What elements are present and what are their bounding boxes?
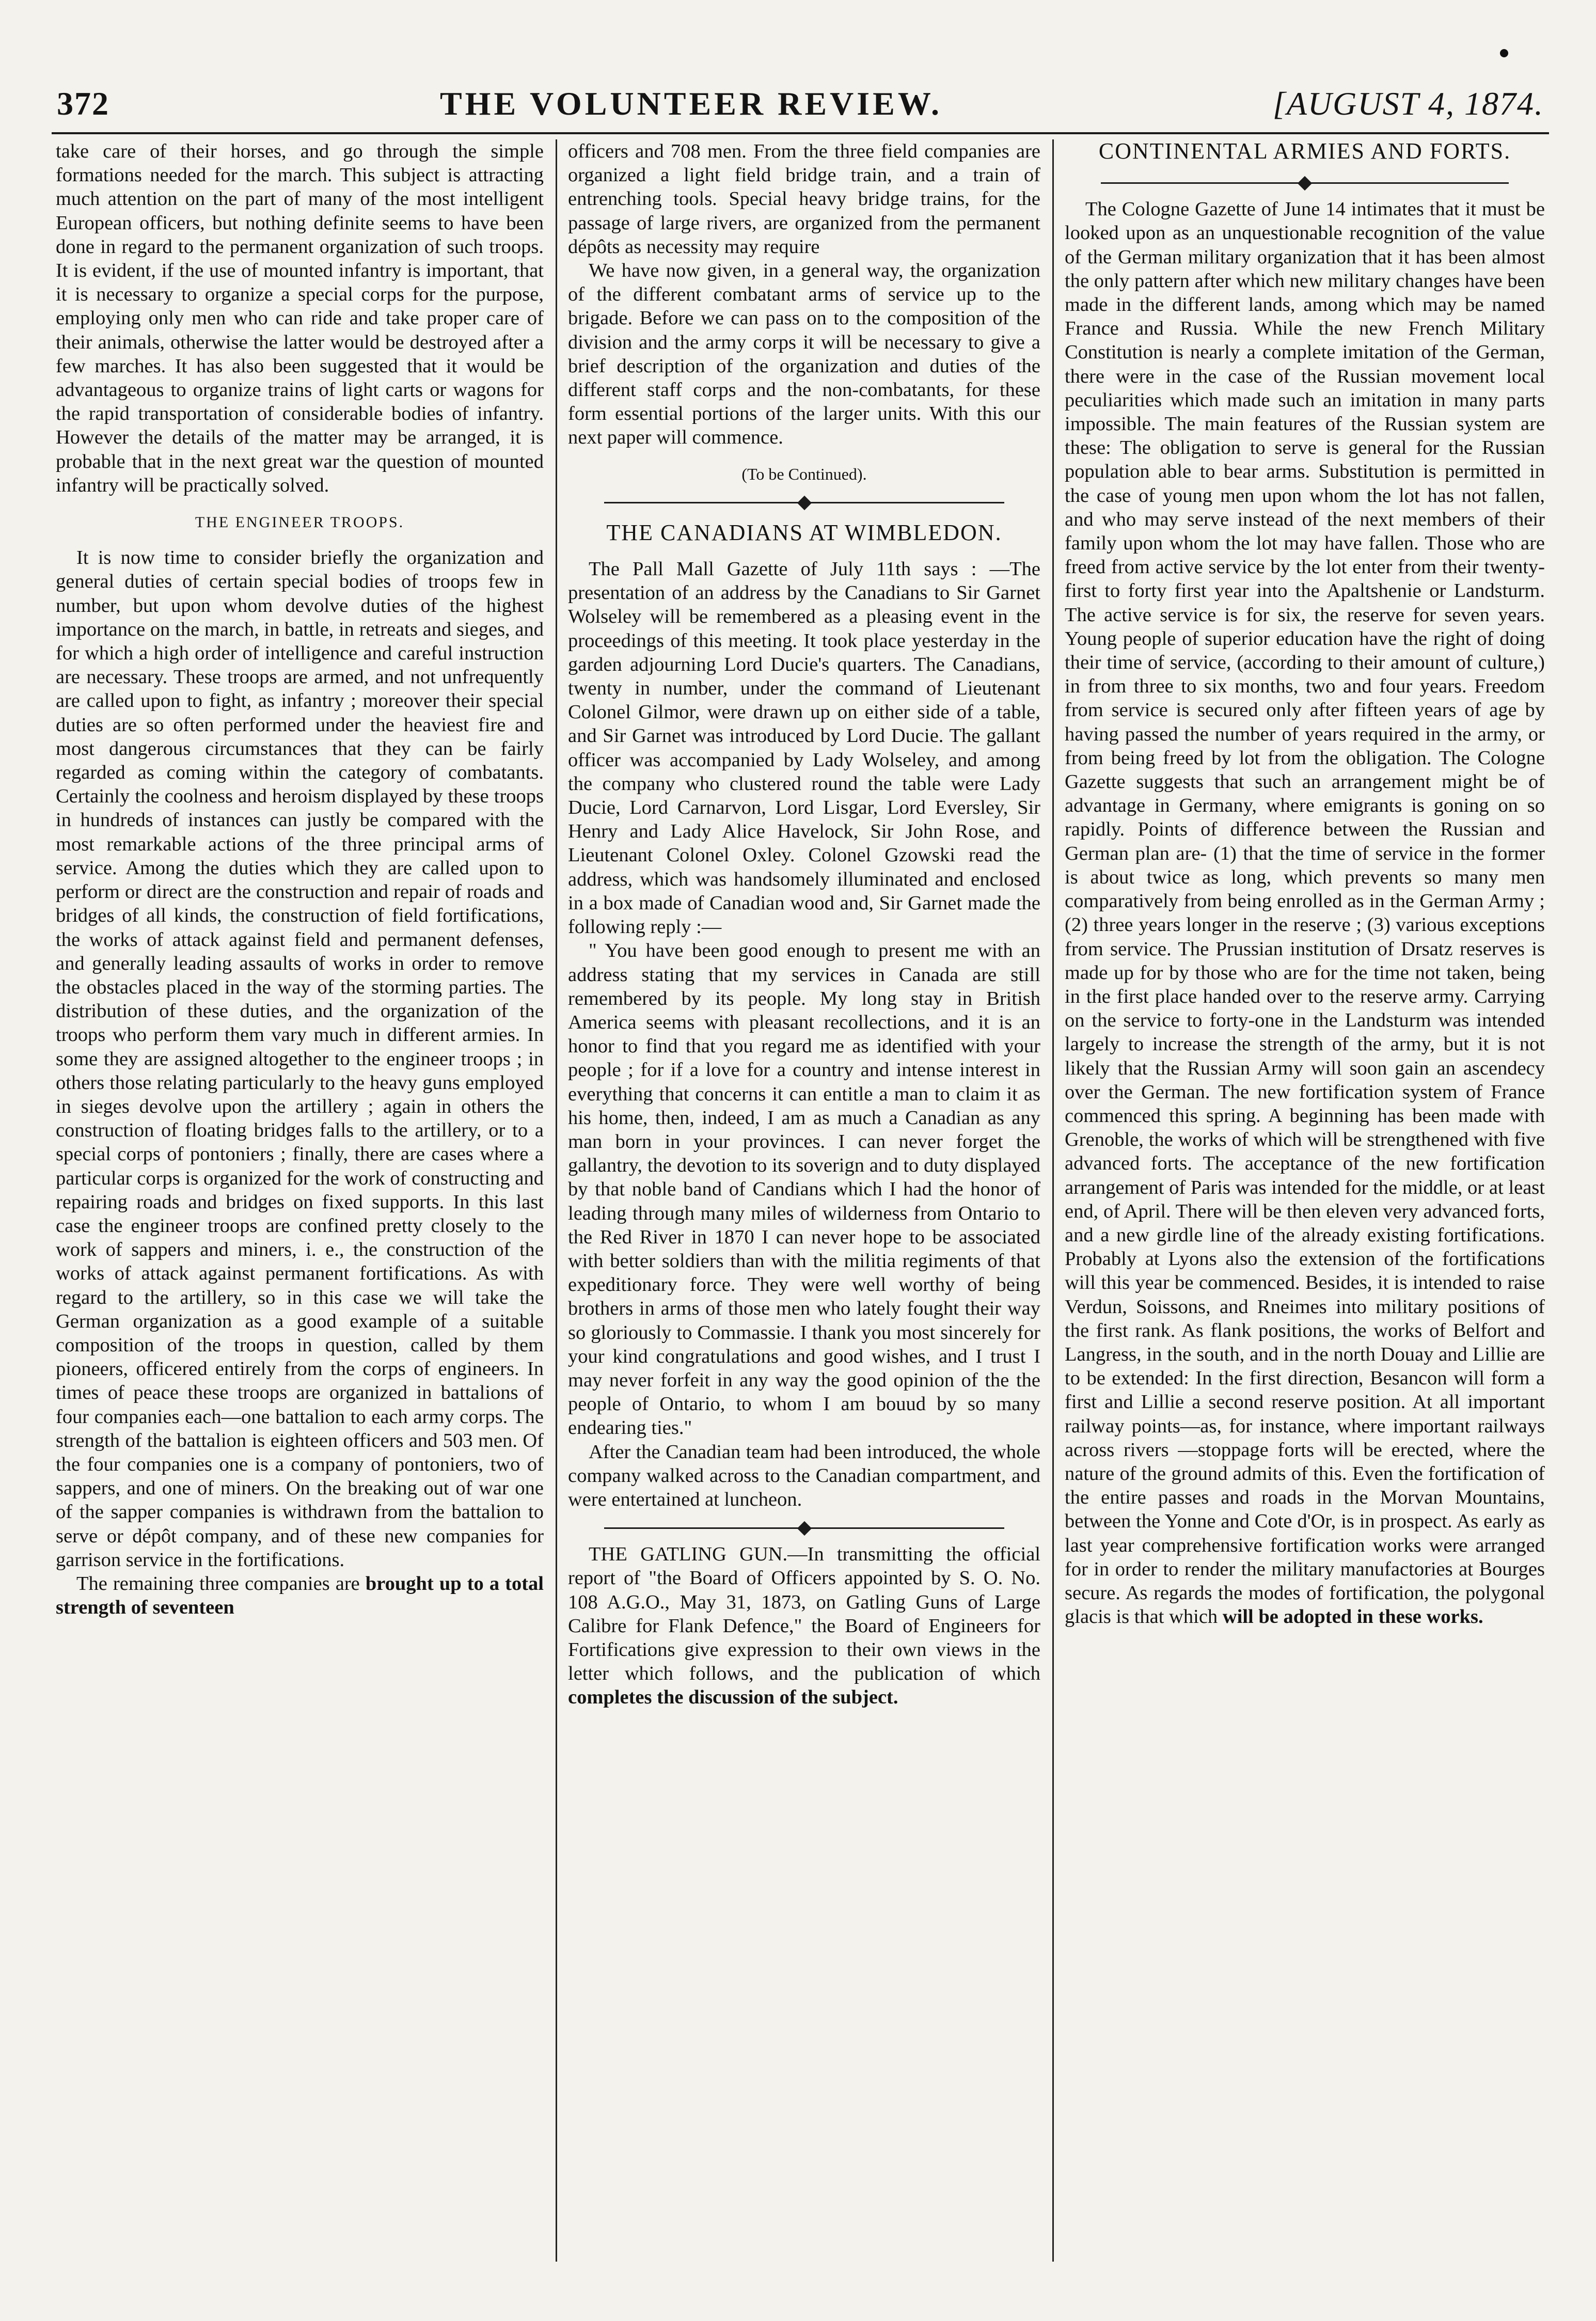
column-rule (1052, 139, 1054, 2262)
paragraph: After the Canadian team had been introduced, the whole company walked across to the Canadian compartment, and were entertained at luncheon. (568, 1441, 1040, 1510)
section-divider (1101, 176, 1509, 191)
newspaper-page (52, 77, 1549, 2267)
paragraph: officers and 708 men. From the three field companies are organized a light field bridge train, and a train of entrenching tools. Special heavy bridge trains, for the passage of large rivers, are organized from the permanent dépôts as necessity may require (568, 140, 1040, 258)
article-headline: THE CANADIANS AT WIMBLEDON. (606, 519, 1002, 545)
continued-note: (To be Continued). (741, 464, 867, 483)
column-rule (556, 139, 557, 2262)
section-divider (604, 1521, 1004, 1536)
paragraph-bold-tail: brought up to a total strength of seventeen (56, 1572, 544, 1619)
page-number: 372 (57, 85, 109, 122)
paragraph: The Pall Mall Gazette of July 11th says : —The presentation of an address by the Canadians to Sir Garnet Wolseley will be remembered as a pleasing event in the proceedings of this meeting. It took place yesterday in the garden adjourning Lord Ducie's quarters. The Canadians, twenty in number, under the command of Lieutenant Colonel Gilmor, were drawn up on either side of a table, and Sir Garnet was introduced by Lord Ducie. The gallant officer was accompanied by Lady Wolseley, and among the company who clustered round the table were Lady Ducie, Lord Carnarvon, Lord Lisgar, Lord Eversley, Sir Henry and Lady Alice Havelock, Sir John Rose, and Lieutenant Colonel Oxley. Colonel Gzowski read the address, which was handsomely illuminated and enclosed in a box made of Canadian wood and, Sir Garnet made the following reply :— (568, 558, 1040, 938)
ink-dot (1500, 49, 1508, 57)
column-1 (56, 139, 544, 2262)
column-2 (568, 139, 1040, 2262)
paragraph-bold-tail: completes the discussion of the subject. (568, 1686, 898, 1709)
issue-date: [AUGUST 4, 1874. (1272, 85, 1544, 122)
paragraph (56, 1572, 544, 1619)
paragraph-text: The Cologne Gazette of June 14 intimates that it must be looked upon as an unquestionable recognition of the value of the German military organization that it has been almost the only pattern after which new military changes have been made in the different lands, among which may be named France and Russia. While the new French Military Constitution is nearly a complete imitation of the German, there were in the case of the Russian movement local peculiarities which made such an imitation in many parts impossible. The main features of the Russian system are these: The obligation to serve is general for the Russian population able to bear arms. Substitution is permitted in the case of young men upon whom the lot has not fallen, and who may serve instead of the next members of their family upon whom the lot may have fallen. Those who are freed from active service by the lot enter from their twenty-first to forty first year into the Apaltshenie or Landsturm. The active service is for six, the reserve for seven years. Young people of superior education have the right of doing their time of service, (according to their amount of culture,) in from three to six months, two and four years. Freedom from service is secured only after fifteen years of age by having passed the number of years required in the army, or from being freed by lot from the obligation. The Cologne Gazette suggests that such an arrangement might be of advantage in Germany, where emigrants is goning on so rapidly. Points of difference between the Russian and German plan are- (1) that the time of service in the former is about twice as long, which prevents so many men comparatively from being enrolled as in the German Army ; (2) three years longer in the reserve ; (3) various exceptions from service. The Prussian institution of Drsatz reserves is made up for by those who are for the time not taken, being in the first place handed over to the reserve army. Carrying on the service to forty-one in the Landsturm was intended largely to increase the strength of the army, but it is not likely that the Russian Army will soon gain an ascendecy over the German. The new fortification system of France commenced this spring. A beginning has been made with Grenoble, the works of which will be strengthened with five advanced forts. The acceptance of the new fortification arrangement of Paris was intended for the middle, or at least end, of April. There will be then eleven very advanced forts, and a new girdle line of the already existing fortifications. Probably at Lyons also the extension of the fortifications will this year be commenced. Besides, it is intended to raise Verdun, Soissons, and Rneimes into military positions of the first rank. As flank positions, the works of Belfort and Langress, in the south, and in the north Douay and Lillie are to be extended: In the first direction, Besancon will form a first and Lillie a second reserve position. At all important railway points—as, for instance, where important railways across rivers —stoppage forts will be erected, where the nature of the ground admits of this. Even the fortification of the entire passes and roads in the Morvan Mountains, between the Yonne and Cote d'Or, is in prospect. As early as last year comprehensive fortification works were arranged for in order to render the military manufactories at Bourges secure. As regards the modes of fortification, the polygonal glacis is that which (1065, 198, 1545, 1628)
column-3 (1065, 139, 1545, 2262)
article-columns (52, 139, 1549, 2267)
paragraph-lead: THE GATLING GUN. (589, 1543, 788, 1566)
paragraph: It is now time to consider briefly the organization and general duties of certain special bodies of troops few in number, but upon whom devolve duties of the highest importance on the march, in battle, in retreats and sieges, and for which a high order of intelligence and careful instruction are necessary. These troops are armed, and not unfrequently are called upon to fight, as infantry ; moreover their special duties are so often performed under the heaviest fire and most dangerous circumstances that they can be fairly regarded as coming within the category of combatants. Certainly the coolness and heroism displayed by these troops in hundreds of instances can justly be compared with the most remarkable actions of the three principal arms of service. Among the duties which they are called upon to perform or direct are the construction and repair of roads and bridges of all kinds, the construction of field fortifications, the works of attack against field and permanent defenses, and generally leading assaults of works in order to remove the obstacles placed in the way of the storming parties. The distribution of these duties, and the organization of the troops who perform them vary much in different armies. In some they are assigned altogether to the engineer troops ; in others those relating particularly to the heavy guns employed in sieges devolve upon the artillery ; again in others the construction of floating bridges falls to the artillery, or to a special corps of pontoniers ; finally, there are cases where a particular corps is organized for the work of constructing and repairing roads and bridges on fixed supports. In this last case the engineer troops are confined pretty closely to the work of sappers and miners, i. e., the construction of the works of attack against permanent fortifications. As with regard to the artillery, so in this case we will take the German organization as a good example of a suitable composition of the troops in question, called by them pioneers, officered entirely from the corps of engineers. In times of peace these troops are organized in battalions of four companies each—one battalion to each army corps. The strength of the battalion is eighteen officers and 503 men. Of the four companies one is a company of pontoniers, two of sappers, and one of miners. On the breaking out of war one of the sapper companies is withdrawn from the battalion to serve or dépôt company, and of these new companies for garrison service in the fortifications. (56, 547, 544, 1571)
masthead-title: THE VOLUNTEER REVIEW. (439, 85, 942, 122)
article-headline: CONTINENTAL ARMIES AND FORTS. (1098, 139, 1511, 164)
paragraph: take care of their horses, and go through the simple formations needed for the march. This subject is attracting much attention on the part of many of the most intelligent European officers, but nothing definite seems to have been done in regard to the permanent organization of such troops. It is evident, if the use of mounted infantry is important, that it is necessary to organize a special corps for the purpose, employing only men who can ride and take proper care of their animals, otherwise the latter would be destroyed after a few marches. It has also been suggested that it would be advantageous to organize trains of light carts or wagons for the rapid transportation of considerable bodies of infantry. However the details of the matter may be arranged, it is probable that in the next great war the question of mounted infantry will be practically solved. (56, 140, 544, 496)
section-divider (604, 495, 1004, 511)
paragraph (568, 1542, 1040, 1709)
paragraph-text: —In transmitting the official report of "the Board of Officers appointed by S. O. No. 108 A.G.O., May 31, 1873, on Gatling Guns of Large Calibre for Flank Defence," the Board of Engineers for Fortifications give expression to their own views in the letter which follows, and the publication of which (568, 1543, 1040, 1685)
paragraph-bold-tail: will be adopted in these works. (1222, 1606, 1483, 1628)
paragraph (1065, 197, 1545, 1629)
section-subhead: THE ENGINEER TROOPS. (195, 514, 405, 531)
paragraph: " You have been good enough to present me with an address stating that my services in Canada are still remembered by its people. My long stay in British America seems with pleasant recollections, and it is an honor to find that you regard me as identified with your people ; for if a love for a country and intense interest in everything that concerns it can entitle a man to claim it as his home, then, indeed, I am as much a Canadian as any man born in your provinces. I can never forget the gallantry, the devotion to its soverign and to duty displayed by that noble band of Candians which I had the honor of leading through many miles of wilderness from Ontario to the Red River in 1870 I can never hope to be associated with better soldiers than with the militia regiments of that expeditionary force. They were well worthy of being brothers in arms of those men who lately fought their way so gloriously to Commassie. I thank you most sincerely for your kind congratulations and good wishes, and I trust I may never forfeit in any way the good opinion of the the people of Ontario, to whom I am bouud by so many endearing ties." (568, 940, 1040, 1439)
paragraph-text: The remaining three companies are (76, 1572, 360, 1594)
page-header (52, 77, 1549, 134)
paragraph: We have now given, in a general way, the organization of the different combatant arms of service up to the brigade. Before we can pass on to the composition of the division and the army corps it will be necessary to give a brief description of the organization and duties of the different staff corps and the non-combatants, for these form essential portions of the larger units. With this our next paper will commence. (568, 260, 1040, 449)
